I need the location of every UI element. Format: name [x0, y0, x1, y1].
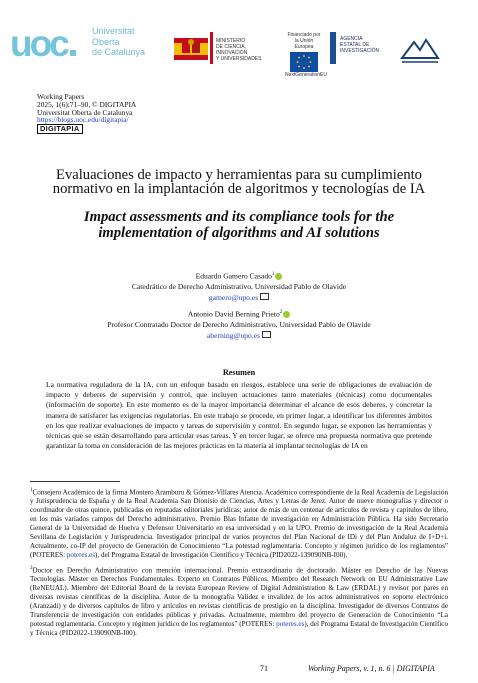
author-2-email-link[interactable]: aberning@upo.es: [206, 330, 261, 340]
uoc-wordmark: [92, 26, 145, 58]
title-spanish: Evaluaciones de impacto y herramientas para su cumplimiento normativo en la implantación de algoritmos y tecnologías de IA: [52, 167, 426, 198]
uoc-logo: [8, 18, 150, 70]
footnote-2-tail: ), del Programa Estatal de Investigación Científico y Técnica (PID2022-139090NB-I00).: [30, 619, 449, 637]
footnote-2-text: Doctor en Derecho Administrativo con mención internacional. Premio extraordinario de doctorado. Máster en Derecho de las Nuevas Tecnologías. Máster en Derechos Fundamentales. Experto en Contratos Públicos. Miembro del Research Network on EU Administrative Law (ReNEUAL). Miembro del Editorial Board de la revista European Review of Digital Administration & Law (ERDAL) y revisor por pares en diversas revistas científicas de la disciplina. Autor de la monografía Validez e invalidez de los actos administrativos en soporte electrónico (Aranzadi) y de diversos capítulos de libro y artículos en revistas científicas de prestigio en la disciplina. Investigador de diversos Contratos de Transferencia de investigación con entidades públicas y privadas. Actualmente, miembro del proyecto de Generación de Conocimiento “La potestad reglamentaria. Concepto y régimen jurídico de los reglamentos” (POTERES:: [30, 566, 448, 628]
author-2: [0, 308, 478, 341]
abstract-text: La normativa reguladora de la IA, con un enfoque basado en riesgos, establece una serie de obligaciones de evaluación de impacto y deberes de supervisión y control, que incluyen actuaciones tanto materiales (técnicas) como documentales (información de soporte). En este momento es de la mayor importancia determinar el alcance de esos deberes, y concretar la manera de satisfacer las exigencias regulatorias. En este trabajo se procede, en primer lugar, a identificar los diferentes ámbitos en los que realizar evaluaciones de impacto y tareas de supervisión y control. En segundo lugar, se exponen las herramientas y técnicas que se están desarrollando para articular esas tareas. Y en tercer lugar, se ofrece una propuesta normativa que pretende garantizar la toma en consideración de las mejores prácticas en la materia al implantar tecnologías de IA en: [46, 380, 432, 451]
aei-bar-icon: [330, 32, 336, 64]
page-number: 71: [260, 664, 268, 673]
footer-journal: Working Papers, v. 1, n. 6 | DIGITAPIA: [308, 664, 435, 673]
eu-line-2: la Unión Europea: [294, 38, 314, 50]
ministry-logo: [174, 32, 274, 68]
abstract-heading: Resumen: [222, 368, 256, 377]
ministry-divider: [210, 32, 213, 64]
title-english: Impact assessments and its compliance tools for the implementation of algorithms and AI solutions: [83, 209, 395, 241]
mountain-icon: [398, 30, 440, 70]
mountain-logo: [398, 30, 440, 70]
ministry-line-3: Y UNIVERSIDADES: [216, 56, 262, 62]
aei-line-1: AGENCIA: [340, 36, 363, 42]
footnote-1-tail: ), del Programa Estatal de Investigación Científico y Técnica (PID2022-139090NB-I00).: [95, 550, 348, 559]
masthead: [37, 93, 136, 124]
author-2-affiliation: Profesor Contratado Doctor de Derecho Administrativo, Universidad Pablo de Olavide: [107, 320, 371, 330]
eu-flag-icon: [290, 52, 318, 72]
author-1-affiliation: Catedrático de Derecho Administrativo, Universidad Pablo de Olavide: [131, 282, 347, 292]
aei-line-3: INVESTIGACIÓN: [340, 48, 380, 54]
footnote-1-link[interactable]: poteres.es: [66, 550, 96, 559]
author-2-footnote-ref[interactable]: 2: [279, 310, 283, 315]
uoc-dot-icon: [70, 50, 76, 56]
mail-icon[interactable]: [262, 331, 271, 338]
footnote-2-number: 2: [30, 566, 33, 571]
uoc-line-3: de Catalunya: [92, 47, 146, 57]
footnote-2-link[interactable]: poteres.es: [276, 619, 305, 628]
author-1-footnote-ref[interactable]: 1: [271, 272, 275, 277]
journal-url-link[interactable]: https://blogs.uoc.edu/digitapia/: [37, 115, 129, 125]
orcid-icon[interactable]: [275, 273, 282, 280]
aei-name: [340, 36, 379, 54]
footnote-1-text: Consejero Académico de la firma Montero Aramburu & Gómez-Villares Atencia. Académico correspondiente de la Real Academia de Legislación y Jurisprudencia de España y de la Real Academia San Dionisio de Ciencias, Artes y Letras de Jerez. Autor de nueve monografías y director o coordinador de otras quince, publicadas en reputadas editoriales jurídicas; autor de más de un centenar de artículos de revista y capítulos de libro, en los más variados campos del Derecho administrativo. Premio Blas Infante de investigación en Administración Pública. Ha sido Secretario General de la Universidad de Huelva y Defensor Universitario en esa universidad y en la UPO. Premio de investigación de la Real Academia Sevillana de Legislación y Jurisprudencia. Investigador principal de varios proyectos del Plan Nacional de IDi y del Plan Andaluz de I+D+i. Actualmente, co-IP del proyecto de Generación de Conocimiento “La potestad reglamentaria. Concepto y régimen jurídico de los reglamentos” (POTERES:: [30, 488, 448, 559]
orcid-icon[interactable]: [283, 311, 290, 318]
citation: 2025, 1(6):71–90, © DIGITAPIA: [37, 99, 137, 109]
institution: Universitat Oberta de Catalunya: [37, 107, 133, 117]
aei-line-2: ESTATAL DE: [340, 42, 370, 48]
uoc-line-2: Oberta: [92, 36, 120, 47]
ministry-line-1: MINISTERIO: [216, 38, 246, 44]
uoc-mark: uoc: [10, 23, 67, 64]
spain-coat-of-arms-icon: [174, 34, 208, 64]
journal-badge: DIGITAPIA: [37, 124, 83, 134]
series-name: Working Papers: [37, 92, 85, 101]
eu-line-3: NextGenerationEU: [285, 72, 327, 78]
author-2-name: Antonio David Berning Prieto: [187, 309, 280, 319]
ministry-line-2: DE CIENCIA, INNOVACIÓN: [216, 44, 248, 56]
footnote-1-number: 1: [30, 488, 33, 493]
footnote-1: [30, 487, 448, 560]
author-1-email-link[interactable]: gamero@upo.es: [208, 292, 259, 302]
eu-nextgen-logo: [285, 32, 327, 78]
footnote-divider: [30, 481, 120, 482]
footnote-2: [30, 565, 448, 638]
uoc-line-1: Universitat: [92, 26, 135, 36]
author-1-name: Eduardo Gamero Casado: [195, 271, 272, 281]
aei-logo: [330, 30, 382, 70]
ministry-name: [216, 38, 276, 62]
author-1: [0, 270, 478, 303]
mail-icon[interactable]: [260, 293, 269, 300]
eu-line-1: Financiado por: [287, 32, 321, 38]
eu-caption: [285, 32, 323, 50]
